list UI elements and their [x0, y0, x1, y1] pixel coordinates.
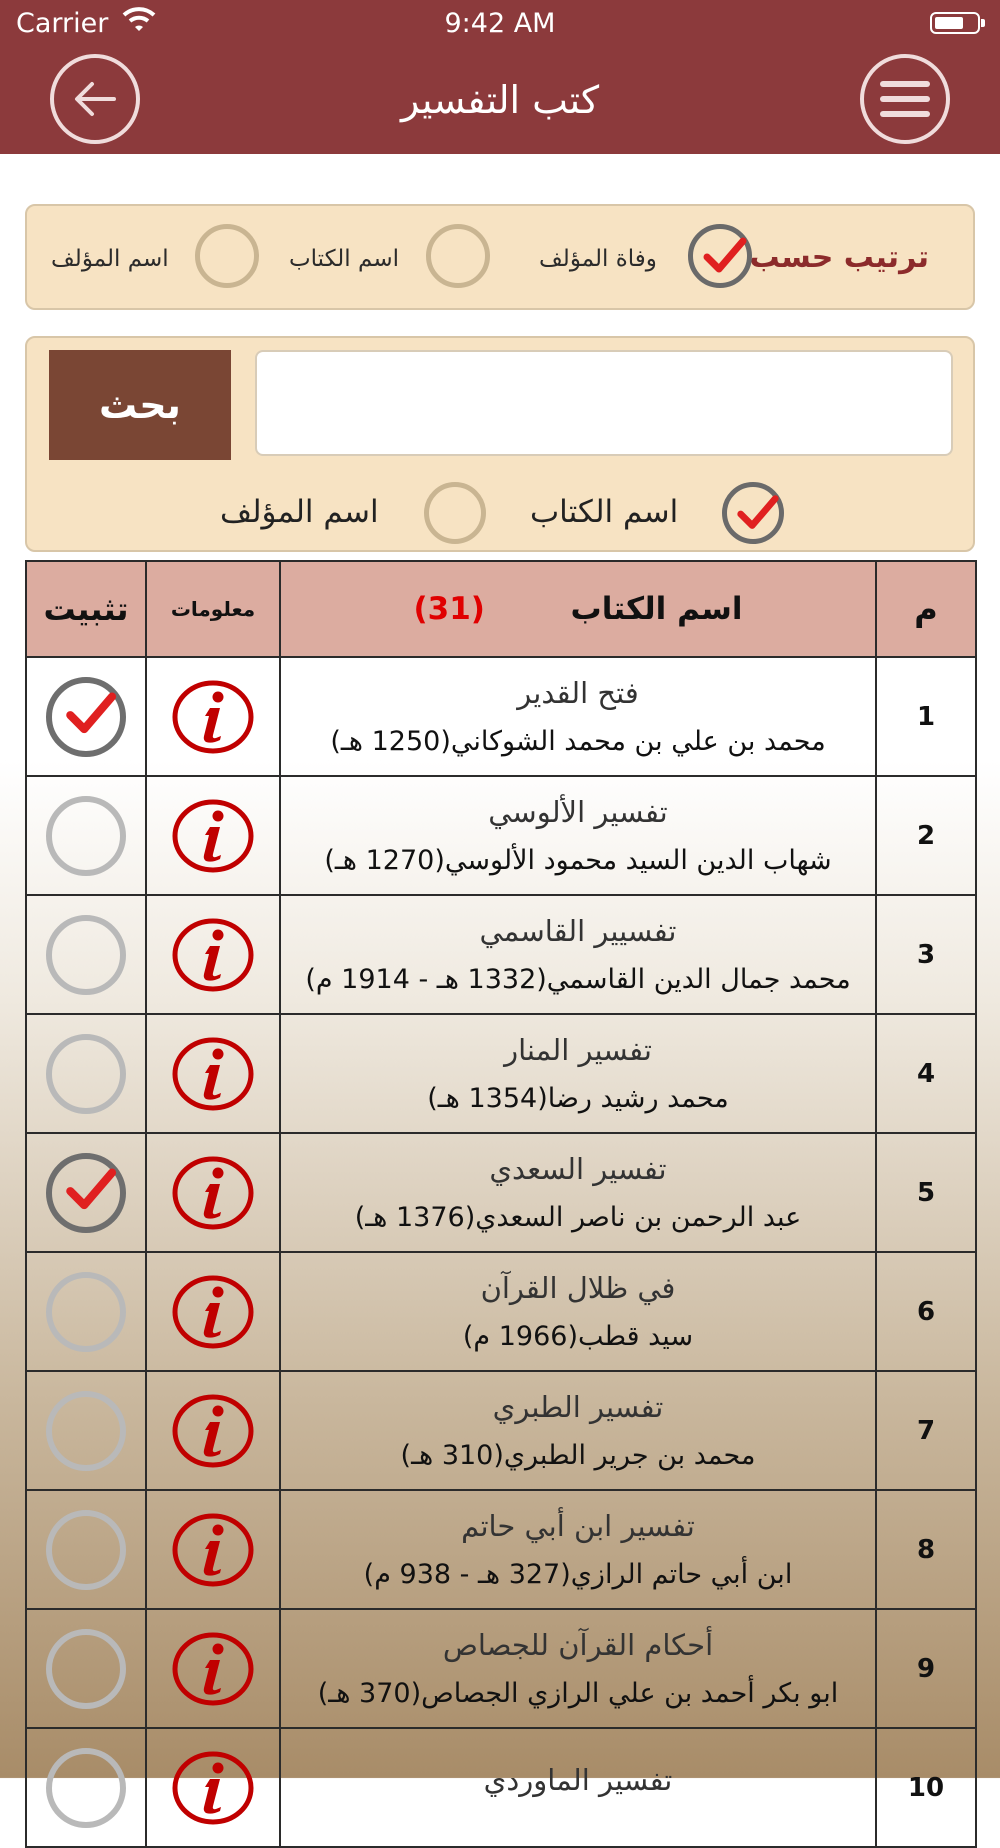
- book-cell[interactable]: [280, 657, 876, 776]
- search-by-book-name-label[interactable]: اسم الكتاب: [530, 494, 679, 530]
- pin-toggle[interactable]: [46, 1748, 126, 1828]
- hamburger-icon: [878, 77, 932, 121]
- book-cell[interactable]: [280, 776, 876, 895]
- info-icon: [172, 1513, 254, 1587]
- book-cell[interactable]: [280, 895, 876, 1014]
- menu-button[interactable]: [860, 54, 950, 144]
- search-panel: [25, 336, 975, 552]
- table-row[interactable]: [26, 1490, 976, 1609]
- row-number: 8: [916, 1534, 936, 1565]
- row-number: 7: [916, 1415, 936, 1446]
- info-icon: [172, 799, 254, 873]
- pin-cell[interactable]: [26, 1252, 146, 1371]
- sort-option-author-name-label[interactable]: اسم المؤلف: [51, 246, 169, 272]
- info-icon: [172, 1632, 254, 1706]
- info-cell[interactable]: [146, 1252, 280, 1371]
- info-cell[interactable]: [146, 895, 280, 1014]
- info-icon: [172, 1751, 254, 1825]
- table-row[interactable]: [26, 1252, 976, 1371]
- book-cell[interactable]: [280, 1133, 876, 1252]
- book-author: محمد بن علي بن محمد الشوكاني(1250 هـ): [330, 726, 826, 757]
- pin-cell[interactable]: [26, 895, 146, 1014]
- book-title: تفسير المنار: [504, 1033, 652, 1067]
- info-icon: [172, 680, 254, 754]
- name-header-label: اسم الكتاب: [570, 591, 743, 627]
- book-cell[interactable]: [280, 1252, 876, 1371]
- info-icon: [172, 1394, 254, 1468]
- table-header-row: [26, 561, 976, 657]
- book-author: محمد رشيد رضا(1354 هـ): [427, 1083, 729, 1114]
- book-title: فتح القدير: [517, 676, 639, 710]
- books-table-container: [25, 560, 975, 1848]
- column-header-number: [876, 561, 976, 657]
- books-table-body: [26, 657, 976, 1847]
- column-header-name: [280, 561, 876, 657]
- pin-toggle[interactable]: [46, 677, 126, 757]
- book-title: تفسير الماوردي: [483, 1762, 673, 1797]
- pin-cell[interactable]: [26, 1609, 146, 1728]
- pin-toggle[interactable]: [46, 796, 126, 876]
- number-cell: [876, 776, 976, 895]
- book-title: تفسير الألوسي: [488, 795, 668, 829]
- pin-cell[interactable]: [26, 1014, 146, 1133]
- pin-toggle[interactable]: [46, 1629, 126, 1709]
- row-number: 2: [916, 820, 936, 851]
- number-cell: [876, 1728, 976, 1847]
- table-row[interactable]: [26, 1728, 976, 1847]
- search-button[interactable]: بحث: [49, 350, 231, 460]
- book-author: سيد قطب(1966 م): [462, 1321, 694, 1352]
- pin-toggle[interactable]: [46, 1391, 126, 1471]
- checkmark-icon: [731, 489, 783, 537]
- pin-cell[interactable]: [26, 657, 146, 776]
- info-cell[interactable]: [146, 1133, 280, 1252]
- book-title: تفسير ابن أبي حاتم: [461, 1509, 695, 1543]
- pin-toggle[interactable]: [46, 1510, 126, 1590]
- number-cell: [876, 1252, 976, 1371]
- sort-panel: [25, 204, 975, 310]
- row-number: 3: [916, 939, 936, 970]
- info-icon: [172, 918, 254, 992]
- book-author: ابن أبي حاتم الرازي(327 هـ - 938 م): [363, 1559, 793, 1590]
- checkmark-icon: [58, 685, 122, 743]
- book-title: تفسير الطبري: [492, 1390, 664, 1424]
- books-table: [25, 560, 977, 1848]
- info-header-label: معلومات: [170, 597, 256, 621]
- table-row[interactable]: [26, 1609, 976, 1728]
- pin-toggle[interactable]: [46, 1034, 126, 1114]
- sort-option-book-name-label[interactable]: اسم الكتاب: [289, 246, 399, 272]
- info-cell[interactable]: [146, 1609, 280, 1728]
- table-row[interactable]: [26, 895, 976, 1014]
- pin-toggle[interactable]: [46, 1153, 126, 1233]
- pin-toggle[interactable]: [46, 1272, 126, 1352]
- info-cell[interactable]: [146, 1490, 280, 1609]
- battery-icon: [930, 12, 980, 34]
- info-cell[interactable]: [146, 1371, 280, 1490]
- book-title: تفسيير القاسمي: [479, 914, 677, 948]
- carrier-label: Carrier: [16, 8, 109, 39]
- number-cell: [876, 1014, 976, 1133]
- number-cell: [876, 895, 976, 1014]
- pin-cell[interactable]: [26, 1133, 146, 1252]
- search-by-author-name-label[interactable]: اسم المؤلف: [220, 494, 379, 530]
- status-bar: [0, 0, 1000, 48]
- book-cell[interactable]: [280, 1609, 876, 1728]
- sort-option-author-death-label[interactable]: وفاة المؤلف: [539, 246, 657, 272]
- row-number: 1: [916, 701, 936, 732]
- info-icon: [172, 1275, 254, 1349]
- pin-cell[interactable]: [26, 776, 146, 895]
- pin-cell[interactable]: [26, 1371, 146, 1490]
- book-cell[interactable]: [280, 1014, 876, 1133]
- info-cell[interactable]: [146, 657, 280, 776]
- sort-option-book-name-radio[interactable]: [426, 224, 490, 288]
- table-row[interactable]: [26, 1014, 976, 1133]
- info-icon: [172, 1037, 254, 1111]
- table-row[interactable]: [26, 776, 976, 895]
- row-number: 10: [907, 1772, 945, 1803]
- book-author: شهاب الدين السيد محمود الألوسي(1270 هـ): [324, 845, 832, 876]
- checkmark-icon: [58, 1161, 122, 1219]
- book-author: محمد جمال الدين القاسمي(1332 هـ - 1914 م): [305, 964, 851, 995]
- row-number: 6: [916, 1296, 936, 1327]
- sort-heading: ترتيب حسب: [749, 240, 929, 275]
- info-icon: [172, 1156, 254, 1230]
- checkmark-icon: [697, 231, 751, 281]
- page-title: كتب التفسير: [400, 78, 600, 122]
- book-author: محمد بن جرير الطبري(310 هـ): [400, 1440, 756, 1471]
- book-author: ابو بكر أحمد بن علي الرازي الجصاص(370 هـ): [317, 1678, 839, 1709]
- pin-cell[interactable]: [26, 1490, 146, 1609]
- book-title: أحكام القرآن للجصاص: [442, 1628, 714, 1662]
- number-cell: [876, 657, 976, 776]
- column-header-info: [146, 561, 280, 657]
- info-cell[interactable]: [146, 1728, 280, 1847]
- pin-cell[interactable]: [26, 1728, 146, 1847]
- table-row[interactable]: [26, 657, 976, 776]
- book-title: في ظلال القرآن: [480, 1271, 676, 1305]
- row-number: 5: [916, 1177, 936, 1208]
- search-by-book-name-radio[interactable]: [722, 482, 784, 544]
- number-cell: [876, 1490, 976, 1609]
- book-count-badge: (31): [413, 591, 485, 627]
- column-header-pin: [26, 561, 146, 657]
- sort-option-author-name-radio[interactable]: [195, 224, 259, 288]
- table-row[interactable]: [26, 1133, 976, 1252]
- navigation-bar: [0, 48, 1000, 154]
- number-cell: [876, 1371, 976, 1490]
- search-by-author-name-radio[interactable]: [424, 482, 486, 544]
- search-input[interactable]: [255, 350, 953, 456]
- number-cell: [876, 1133, 976, 1252]
- pin-header-label: تثبيت: [43, 590, 129, 628]
- info-cell[interactable]: [146, 776, 280, 895]
- table-row[interactable]: [26, 1371, 976, 1490]
- pin-toggle[interactable]: [46, 915, 126, 995]
- book-cell[interactable]: [280, 1728, 876, 1847]
- clock-label: 9:42 AM: [444, 8, 556, 39]
- info-cell[interactable]: [146, 1014, 280, 1133]
- row-number: 9: [916, 1653, 936, 1684]
- number-cell: [876, 1609, 976, 1728]
- book-cell[interactable]: [280, 1371, 876, 1490]
- book-author: عبد الرحمن بن ناصر السعدي(1376 هـ): [354, 1202, 802, 1233]
- number-header-label: م: [914, 590, 938, 628]
- row-number: 4: [916, 1058, 936, 1089]
- book-cell[interactable]: [280, 1490, 876, 1609]
- book-title: تفسير السعدي: [489, 1152, 667, 1186]
- sort-option-author-death-radio[interactable]: [688, 224, 752, 288]
